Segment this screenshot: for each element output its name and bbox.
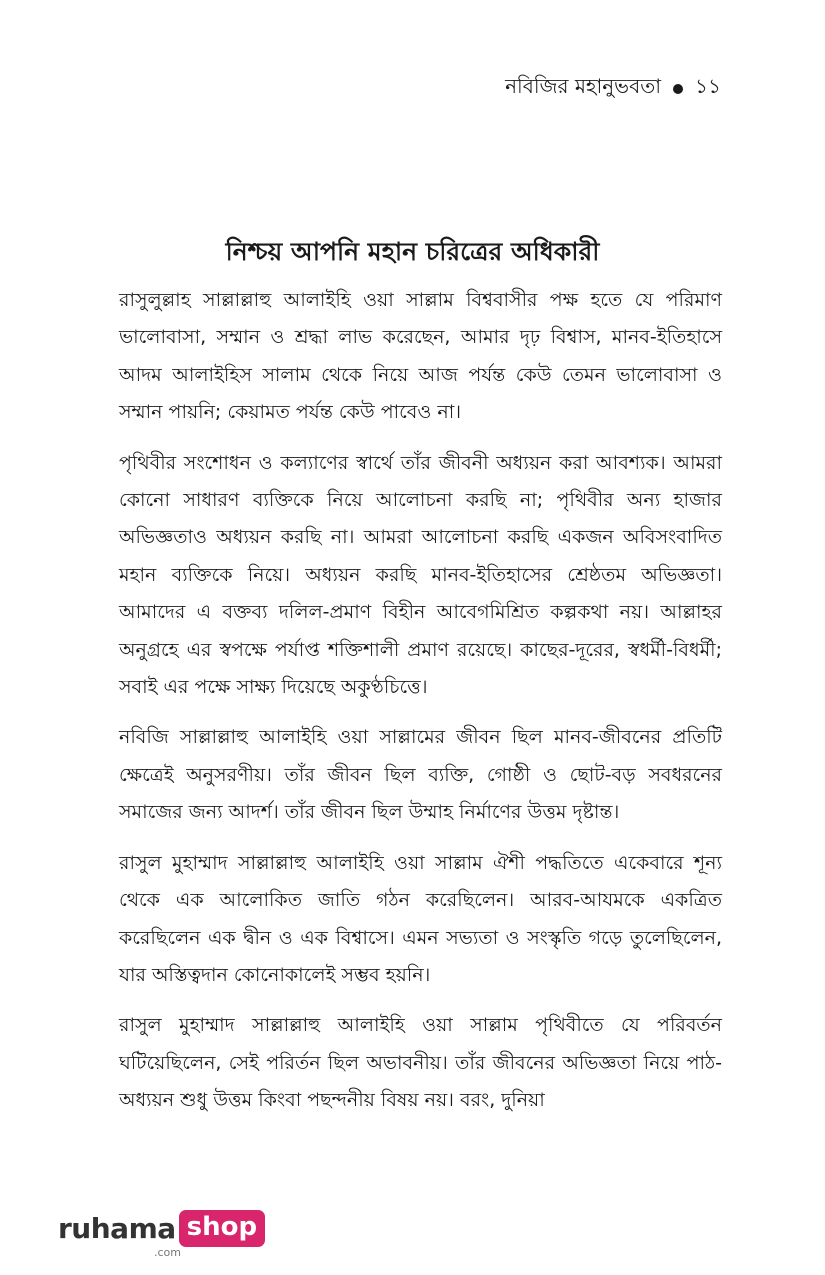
logo-word: ruhama [58, 1212, 176, 1245]
bullet-dot [673, 84, 683, 94]
paragraph: রাসুলুল্লাহ সাল্লাল্লাহু আলাইহি ওয়া সাল্লাম বিশ্ববাসীর পক্ষ হতে যে পরিমাণ ভালোবাসা, সম্মান ও শ্রদ্ধা লাভ করেছেন, আমার দৃঢ় বিশ্বাস, মানব-ইতিহাসে আদম আলাইহিস সালাম থেকে নিয়ে আজ পর্যন্ত কেউ তেমন ভালোবাসা ও সম্মান পায়নি; কেয়ামত পর্যন্ত কেউ পাবেও না। [119, 289, 722, 424]
paragraph: নবিজি সাল্লাল্লাহু আলাইহি ওয়া সাল্লামের জীবন ছিল মানব-জীবনের প্রতিটি ক্ষেত্রেই অনুসরণীয়। তাঁর জীবন ছিল ব্যক্তি, গোষ্ঠী ও ছোট-বড় সবধরনের সমাজের জন্য আদর্শ। তাঁর জীবন ছিল উম্মাহ নির্মাণের উত্তম দৃষ্টান্ত। [119, 726, 722, 824]
running-header [505, 72, 721, 105]
running-title: নবিজির মহানুভবতা [505, 74, 662, 98]
logo-domain: .com [154, 1246, 181, 1259]
body-text [119, 282, 722, 1133]
chapter-title: নিশ্চয় আপনি মহান চরিত্রের অধিকারী [225, 237, 600, 266]
page-number: ১১ [695, 74, 721, 98]
ruhamashop-logo [58, 1210, 265, 1259]
paragraph: রাসুল মুহাম্মাদ সাল্লাল্লাহু আলাইহি ওয়া সাল্লাম পৃথিবীতে যে পরিবর্তন ঘটিয়েছিলেন, সেই পরির্তন ছিল অভাবনীয়। তাঁর জীবনের অভিজ্ঞতা নিয়ে পাঠ-অধ্যয়ন শুধু উত্তম কিংবা পছন্দনীয় বিষয় নয়। বরং, দুনিয়া [119, 1014, 722, 1112]
logo-shop-box: shop [179, 1210, 265, 1247]
paragraph: রাসুল মুহাম্মাদ সাল্লাল্লাহু আলাইহি ওয়া সাল্লাম ঐশী পদ্ধতিতে একেবারে শূন্য থেকে এক আলোকিত জাতি গঠন করেছিলেন। আরব-আযমকে একত্রিত করেছিলেন এক দ্বীন ও এক বিশ্বাসে। এমন সভ্যতা ও সংস্কৃতি গড়ে তুলেছিলেন, যার অস্তিত্বদান কোনোকালেই সম্ভব হয়নি। [119, 851, 722, 986]
paragraph: পৃথিবীর সংশোধন ও কল্যাণের স্বার্থে তাঁর জীবনী অধ্যয়ন করা আবশ্যক। আমরা কোনো সাধারণ ব্যক্তিকে নিয়ে আলোচনা করছি না; পৃথিবীর অন্য হাজার অভিজ্ঞতাও অধ্যয়ন করছি না। আমরা আলোচনা করছি একজন অবিসংবাদিত মহান ব্যক্তিকে নিয়ে। অধ্যয়ন করছি মানব-ইতিহাসের শ্রেষ্ঠতম অভিজ্ঞতা। আমাদের এ বক্তব্য দলিল-প্রমাণ বিহীন আবেগমিশ্রিত কল্পকথা নয়। আল্লাহর অনুগ্রহে এর স্বপক্ষে পর্যাপ্ত শক্তিশালী প্রমাণ রয়েছে। কাছের-দূরের, স্বধর্মী-বিধর্মী; সবাই এর পক্ষে সাক্ষ্য দিয়েছে অকুণ্ঠচিত্তে। [119, 451, 722, 699]
